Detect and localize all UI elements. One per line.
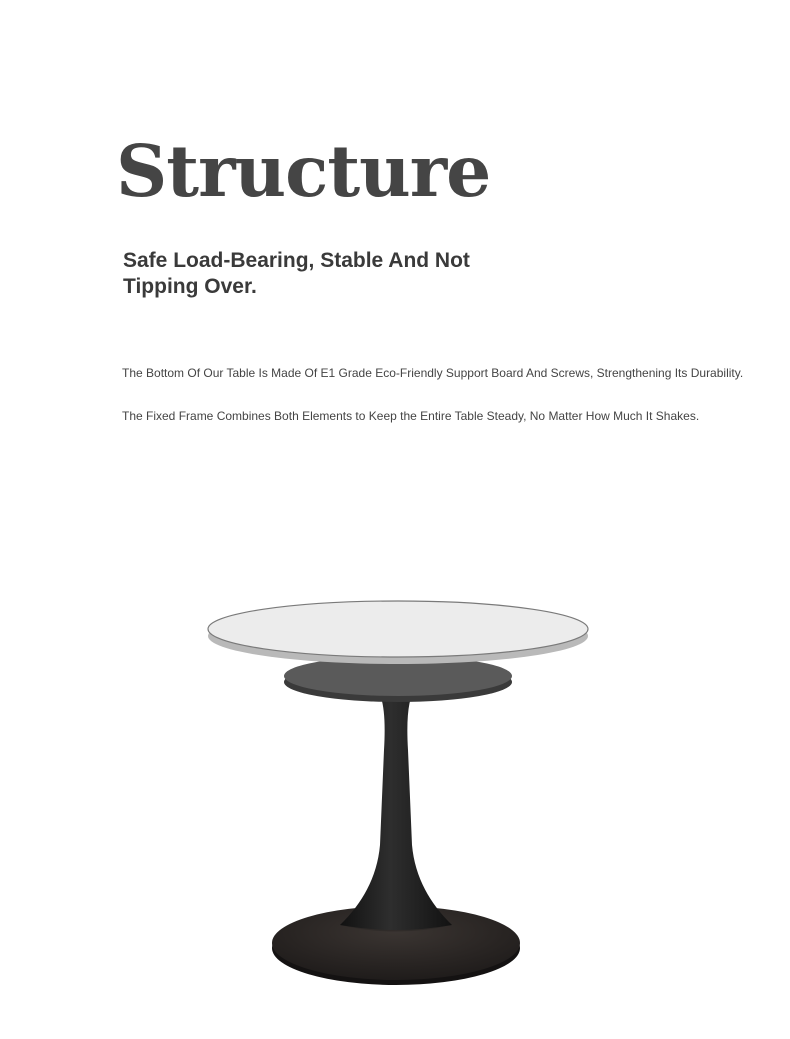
tabletop xyxy=(208,601,588,664)
table-pedestal xyxy=(340,688,452,930)
page-subtitle: Safe Load-Bearing, Stable And Not Tipping Over. xyxy=(123,249,470,298)
description-line-1: The Bottom Of Our Table Is Made Of E1 Grade Eco-Friendly Support Board And Screws, Strengthening Its Durability. xyxy=(122,366,744,380)
round-pedestal-table-icon xyxy=(200,590,600,990)
page-title: Structure xyxy=(116,129,491,213)
description-line-2: The Fixed Frame Combines Both Elements to Keep the Entire Table Steady, No Matter How Much It Shakes. xyxy=(122,409,700,423)
